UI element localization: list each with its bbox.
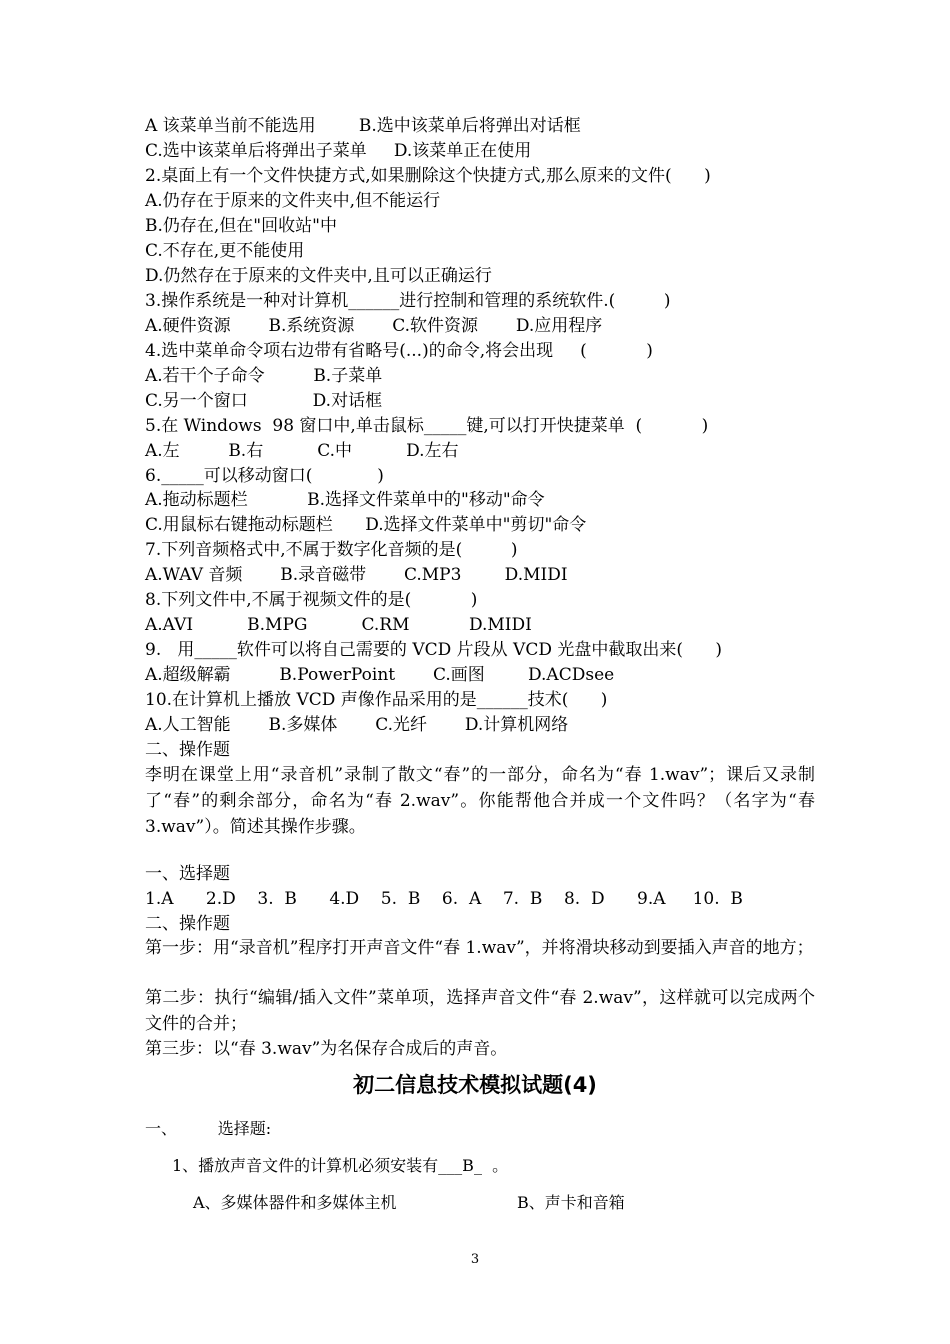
test-section-heading: 一、 选择题: — [145, 1119, 272, 1138]
question-text-line: A 该菜单当前不能选用 B.选中该菜单后将弹出对话框 — [145, 116, 581, 136]
question-text-line: 7.下列音频格式中,不属于数字化音频的是( ) — [145, 540, 518, 560]
question-text-line: C.另一个窗口 D.对话框 — [145, 391, 383, 411]
question-text-line: C.不存在,更不能使用 — [145, 241, 305, 261]
question-text-line: 3.操作系统是一种对计算机______进行控制和管理的系统软件.( ) — [145, 291, 671, 311]
question-text-line: A.WAV 音频 B.录音磁带 C.MP3 D.MIDI — [145, 565, 568, 585]
answer-step-2: 第二步：执行“编辑/插入文件”菜单项，选择声音文件“春 2.wav”，这样就可以完成两个文件的合并； — [145, 988, 815, 1034]
answers-heading-choice: 一、选择题 — [145, 864, 230, 884]
question-text-line: 9. 用_____软件可以将自己需要的 VCD 片段从 VCD 光盘中截取出来( ) — [145, 640, 723, 660]
question-text-line: A.人工智能 B.多媒体 C.光纤 D.计算机网络 — [145, 715, 569, 735]
answers-choices: 1.A 2.D 3. B 4.D 5. B 6. A 7. B 8. D 9.A 10. B — [145, 889, 743, 909]
answer-step-1: 第一步：用“录音机”程序打开声音文件“春 1.wav”，并将滑块移动到要插入声音的地方； — [145, 938, 814, 958]
question-text-line: A.AVI B.MPG C.RM D.MIDI — [145, 615, 532, 635]
question-text-line: 10.在计算机上播放 VCD 声像作品采用的是______技术( ) — [145, 690, 608, 710]
test-title: 初二信息技术模拟试题(4) — [353, 1073, 597, 1097]
operation-question: 李明在课堂上用“录音机”录制了散文“春”的一部分，命名为“春 1.wav”；课后又录制了“春”的剩余部分，命名为“春 2.wav”。你能帮他合并成一个文件吗？（名字为“春 3.wav”）。简述其操作步骤。 — [145, 765, 815, 837]
question-text-line: C.用鼠标右键拖动标题栏 D.选择文件菜单中"剪切"命令 — [145, 515, 587, 535]
section-heading: 二、操作题 — [145, 740, 230, 760]
question-text-line: 4.选中菜单命令项右边带有省略号(...)的命令,将会出现 ( ) — [145, 341, 653, 361]
question-text-line: C.选中该菜单后将弹出子菜单 D.该菜单正在使用 — [145, 141, 532, 161]
answer-step-3: 第三步：以“春 3.wav”为名保存合成后的声音。 — [145, 1039, 508, 1059]
question-text-line: A.超级解霸 B.PowerPoint C.画图 D.ACDsee — [145, 665, 615, 685]
question-text-line: 2.桌面上有一个文件快捷方式,如果删除这个快捷方式,那么原来的文件( ) — [145, 166, 711, 186]
question-text-line: 6._____可以移动窗口( ) — [145, 466, 384, 486]
question-text-line: D.仍然存在于原来的文件夹中,且可以正确运行 — [145, 266, 492, 286]
question-text-line: A.仍存在于原来的文件夹中,但不能运行 — [145, 191, 441, 211]
page-number: 3 — [470, 1252, 480, 1267]
question-text-line: A.左 B.右 C.中 D.左右 — [145, 441, 459, 461]
question-text-line: 8.下列文件中,不属于视频文件的是( ) — [145, 590, 478, 610]
test-q1-option-b: B、声卡和音箱 — [517, 1193, 625, 1212]
question-text-line: A.硬件资源 B.系统资源 C.软件资源 D.应用程序 — [145, 316, 603, 336]
question-text-line: A.若干个子命令 B.子菜单 — [145, 366, 383, 386]
question-text-line: B.仍存在,但在"回收站"中 — [145, 216, 337, 236]
answers-heading-operation: 二、操作题 — [145, 914, 230, 934]
question-text-line: 5.在 Windows 98 窗口中,单击鼠标_____键,可以打开快捷菜单 ( ) — [145, 416, 709, 436]
test-q1-option-a: A、多媒体器件和多媒体主机 — [193, 1193, 397, 1212]
test-question-1: 1、播放声音文件的计算机必须安装有___B_ 。 — [172, 1156, 509, 1175]
question-text-line: A.拖动标题栏 B.选择文件菜单中的"移动"命令 — [145, 490, 545, 510]
